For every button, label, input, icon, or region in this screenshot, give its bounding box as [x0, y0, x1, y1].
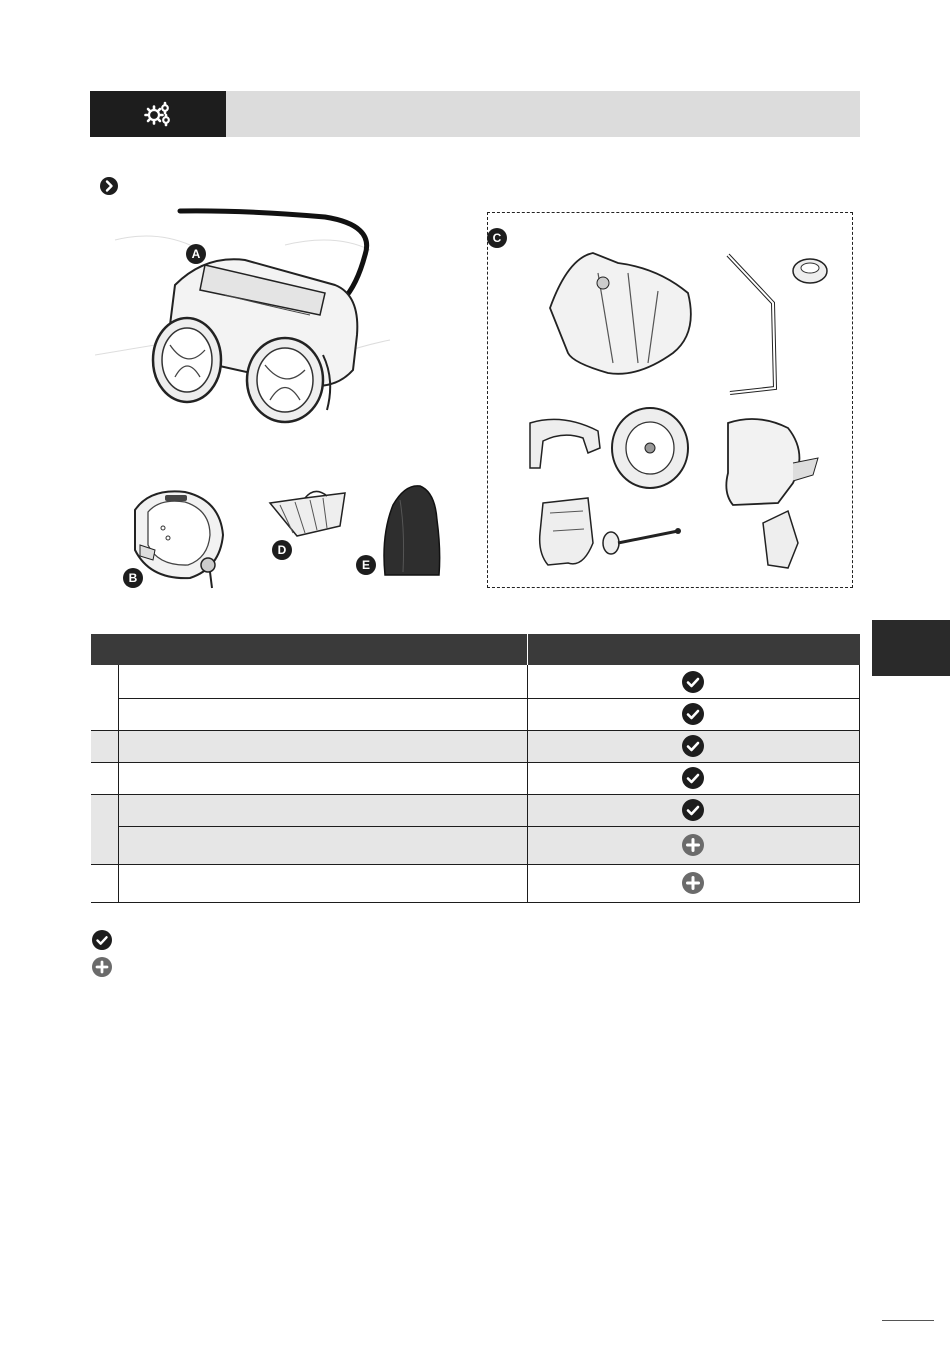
- contents-table: [91, 634, 860, 904]
- plus-circle-icon: [682, 834, 704, 856]
- label-c-badge: C: [487, 228, 507, 248]
- table-row: [91, 762, 860, 794]
- header-icon-box: [90, 91, 226, 137]
- label-e-badge: E: [356, 555, 376, 575]
- check-circle-icon: [682, 703, 704, 725]
- check-circle-icon: [682, 735, 704, 757]
- table-header-status: [528, 634, 860, 665]
- check-circle-icon: [682, 767, 704, 789]
- table-row: [91, 864, 860, 902]
- table-row: [91, 826, 860, 864]
- table-header-item: [91, 634, 527, 665]
- section-side-tab: [872, 620, 950, 676]
- check-circle-icon: [682, 671, 704, 693]
- filter-bag-illustration: [265, 488, 355, 548]
- plus-circle-icon: [92, 957, 112, 977]
- accessory-parts-illustration: [487, 212, 853, 588]
- robot-cleaner-illustration: [95, 205, 395, 435]
- cover-illustration: [375, 480, 445, 580]
- table-row: [91, 698, 860, 730]
- gears-icon: [143, 101, 173, 127]
- table-row: [91, 730, 860, 762]
- label-a-badge: A: [186, 244, 206, 264]
- label-d-badge: D: [272, 540, 292, 560]
- check-circle-icon: [92, 930, 112, 950]
- check-circle-icon: [682, 799, 704, 821]
- table-row: [91, 794, 860, 826]
- label-b-badge: B: [123, 568, 143, 588]
- chevron-right-circle-icon: [100, 177, 118, 195]
- table-row: [91, 665, 860, 698]
- plus-circle-icon: [682, 872, 704, 894]
- footer-rule: [882, 1320, 934, 1321]
